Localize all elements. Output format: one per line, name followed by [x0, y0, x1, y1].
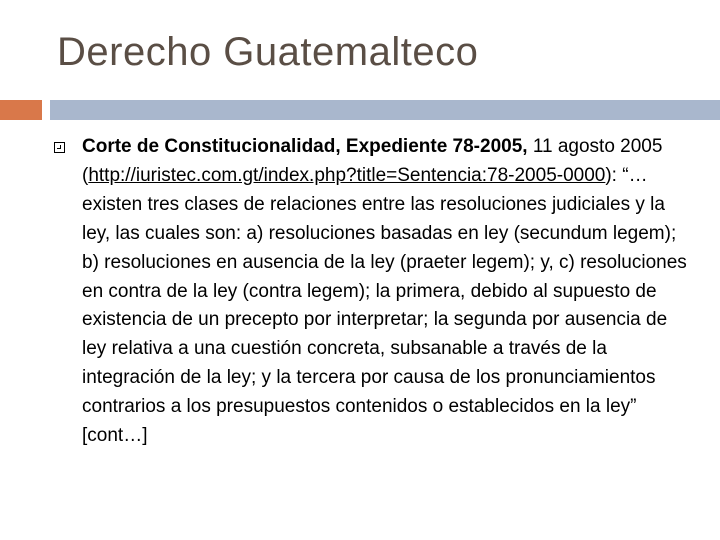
- bullet-paragraph: [82, 133, 688, 451]
- citation-date: 11 agosto 2005 (: [82, 136, 663, 186]
- quote-text: ): “…existen tres clases de relaciones entre las resoluciones judiciales y la ley, las cuales son: a) resoluciones basadas en ley (secundum legem); b) resoluciones en ausencia de la ley (praeter legem); y, c) resoluciones en contra de la ley (contra legem); la primera, debido al supuesto de existencia de un precepto por interpretar; la segunda por ausencia de ley relativa a una cuestión concreta, subsanable a través de la integración de la ley; y la tercera por causa de los pronunciamientos contrarios a los presupuestos contenidos o establecidos en la ley” [cont…]: [82, 164, 687, 447]
- hollow-square-bullet-icon: [54, 142, 65, 153]
- slide-title: Derecho Guatemalteco: [57, 30, 479, 74]
- source-link[interactable]: http://iuristec.com.gt/index.php?title=Sentencia:78-2005-0000: [88, 164, 606, 186]
- accent-bar-orange: [0, 100, 42, 120]
- accent-bar-blue: [50, 100, 720, 120]
- citation-bold: Corte de Constitucionalidad, Expediente 78-2005,: [82, 136, 528, 157]
